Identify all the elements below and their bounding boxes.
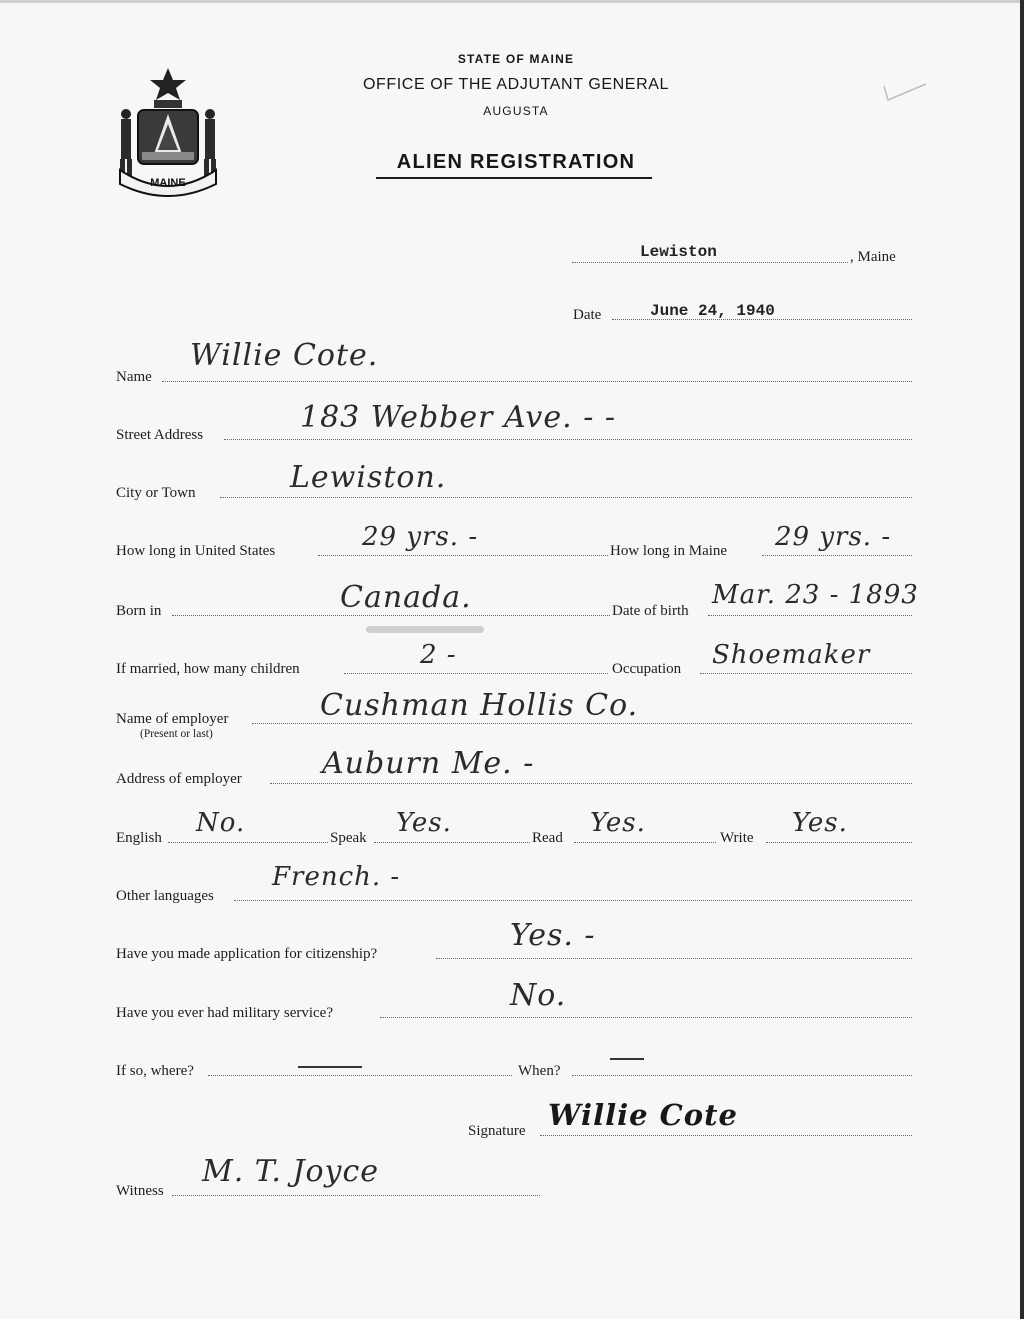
form-title: ALIEN REGISTRATION <box>396 151 636 173</box>
dob-label: Date of birth <box>612 603 689 619</box>
other-languages-dots <box>234 900 912 901</box>
military-label: Have you ever had military service? <box>116 1005 333 1021</box>
born-in-dots <box>172 615 610 616</box>
name-label: Name <box>116 369 152 385</box>
where-dash <box>298 1066 362 1068</box>
location-dots <box>572 262 848 263</box>
employer-value: Cushman Hollis Co. <box>320 688 639 723</box>
how-long-us-dots <box>318 555 608 556</box>
speak-dots <box>374 842 530 843</box>
header-office: OFFICE OF THE ADJUTANT GENERAL <box>362 76 670 93</box>
scan-edge-right <box>1020 0 1024 1319</box>
location-suffix: , Maine <box>850 249 896 265</box>
write-dots <box>766 842 912 843</box>
born-in-value: Canada. <box>340 580 472 615</box>
other-languages-value: French. - <box>272 862 401 892</box>
how-long-us-value: 29 yrs. - <box>362 522 479 552</box>
employer-dots <box>252 723 912 724</box>
military-value: No. <box>510 978 567 1013</box>
header-state: STATE OF MAINE <box>457 52 575 66</box>
city-label: City or Town <box>116 485 196 501</box>
military-dots <box>380 1017 912 1018</box>
other-languages-label: Other languages <box>116 888 214 904</box>
children-value: 2 - <box>420 640 457 670</box>
signature-label: Signature <box>468 1123 526 1139</box>
street-value: 183 Webber Ave. - - <box>300 400 617 435</box>
read-dots <box>574 842 716 843</box>
how-long-maine-dots <box>762 555 912 556</box>
write-label: Write <box>720 830 754 846</box>
occupation-dots <box>700 673 912 674</box>
how-long-us-label: How long in United States <box>116 543 276 559</box>
occupation-value: Shoemaker <box>712 640 871 670</box>
how-long-maine-value: 29 yrs. - <box>775 522 892 552</box>
dob-value: Mar. 23 - 1893 <box>712 580 919 610</box>
date-label: Date <box>573 307 602 323</box>
name-dots <box>162 381 912 382</box>
read-label: Read <box>532 830 563 846</box>
born-in-label: Born in <box>116 603 162 619</box>
english-dots <box>168 842 328 843</box>
svg-text:MAINE: MAINE <box>150 177 186 189</box>
how-long-maine-label: How long in Maine <box>610 543 728 559</box>
english-value: No. <box>196 808 246 838</box>
employer-address-dots <box>270 783 912 784</box>
witness-value: M. T. Joyce <box>202 1154 380 1189</box>
title-underline <box>376 177 652 179</box>
city-value: Lewiston. <box>290 460 447 495</box>
when-dash <box>610 1058 644 1060</box>
speak-label: Speak <box>330 830 367 846</box>
occupation-label: Occupation <box>612 661 682 677</box>
signature-value: Willie Cote <box>548 1098 738 1132</box>
signature-dots <box>540 1135 912 1136</box>
when-label: When? <box>518 1063 561 1079</box>
write-value: Yes. <box>792 808 848 838</box>
speak-value: Yes. <box>396 808 452 838</box>
english-label: English <box>116 830 162 846</box>
street-dots <box>224 439 912 440</box>
check-mark-icon <box>880 78 930 104</box>
header-city: AUGUSTA <box>483 104 549 118</box>
employer-label: Name of employer <box>116 711 229 727</box>
street-label: Street Address <box>116 427 204 443</box>
read-value: Yes. <box>590 808 646 838</box>
where-label: If so, where? <box>116 1063 194 1079</box>
city-dots <box>220 497 912 498</box>
location-value: Lewiston <box>640 243 717 261</box>
employer-sublabel: (Present or last) <box>140 728 213 740</box>
citizenship-label: Have you made application for citizenship? <box>116 946 378 962</box>
dob-dots <box>708 615 912 616</box>
when-dots <box>572 1075 912 1076</box>
name-value: Willie Cote. <box>190 338 379 373</box>
children-label: If married, how many children <box>116 661 300 677</box>
employer-address-label: Address of employer <box>116 771 242 787</box>
children-dots <box>344 673 608 674</box>
where-dots <box>208 1075 512 1076</box>
scan-edge-top <box>0 0 1024 3</box>
citizenship-dots <box>436 958 912 959</box>
citizenship-value: Yes. - <box>510 918 596 953</box>
date-value: June 24, 1940 <box>650 302 775 320</box>
witness-label: Witness <box>116 1183 164 1199</box>
ink-smudge <box>366 626 484 633</box>
witness-dots <box>172 1195 540 1196</box>
employer-address-value: Auburn Me. - <box>322 746 535 781</box>
